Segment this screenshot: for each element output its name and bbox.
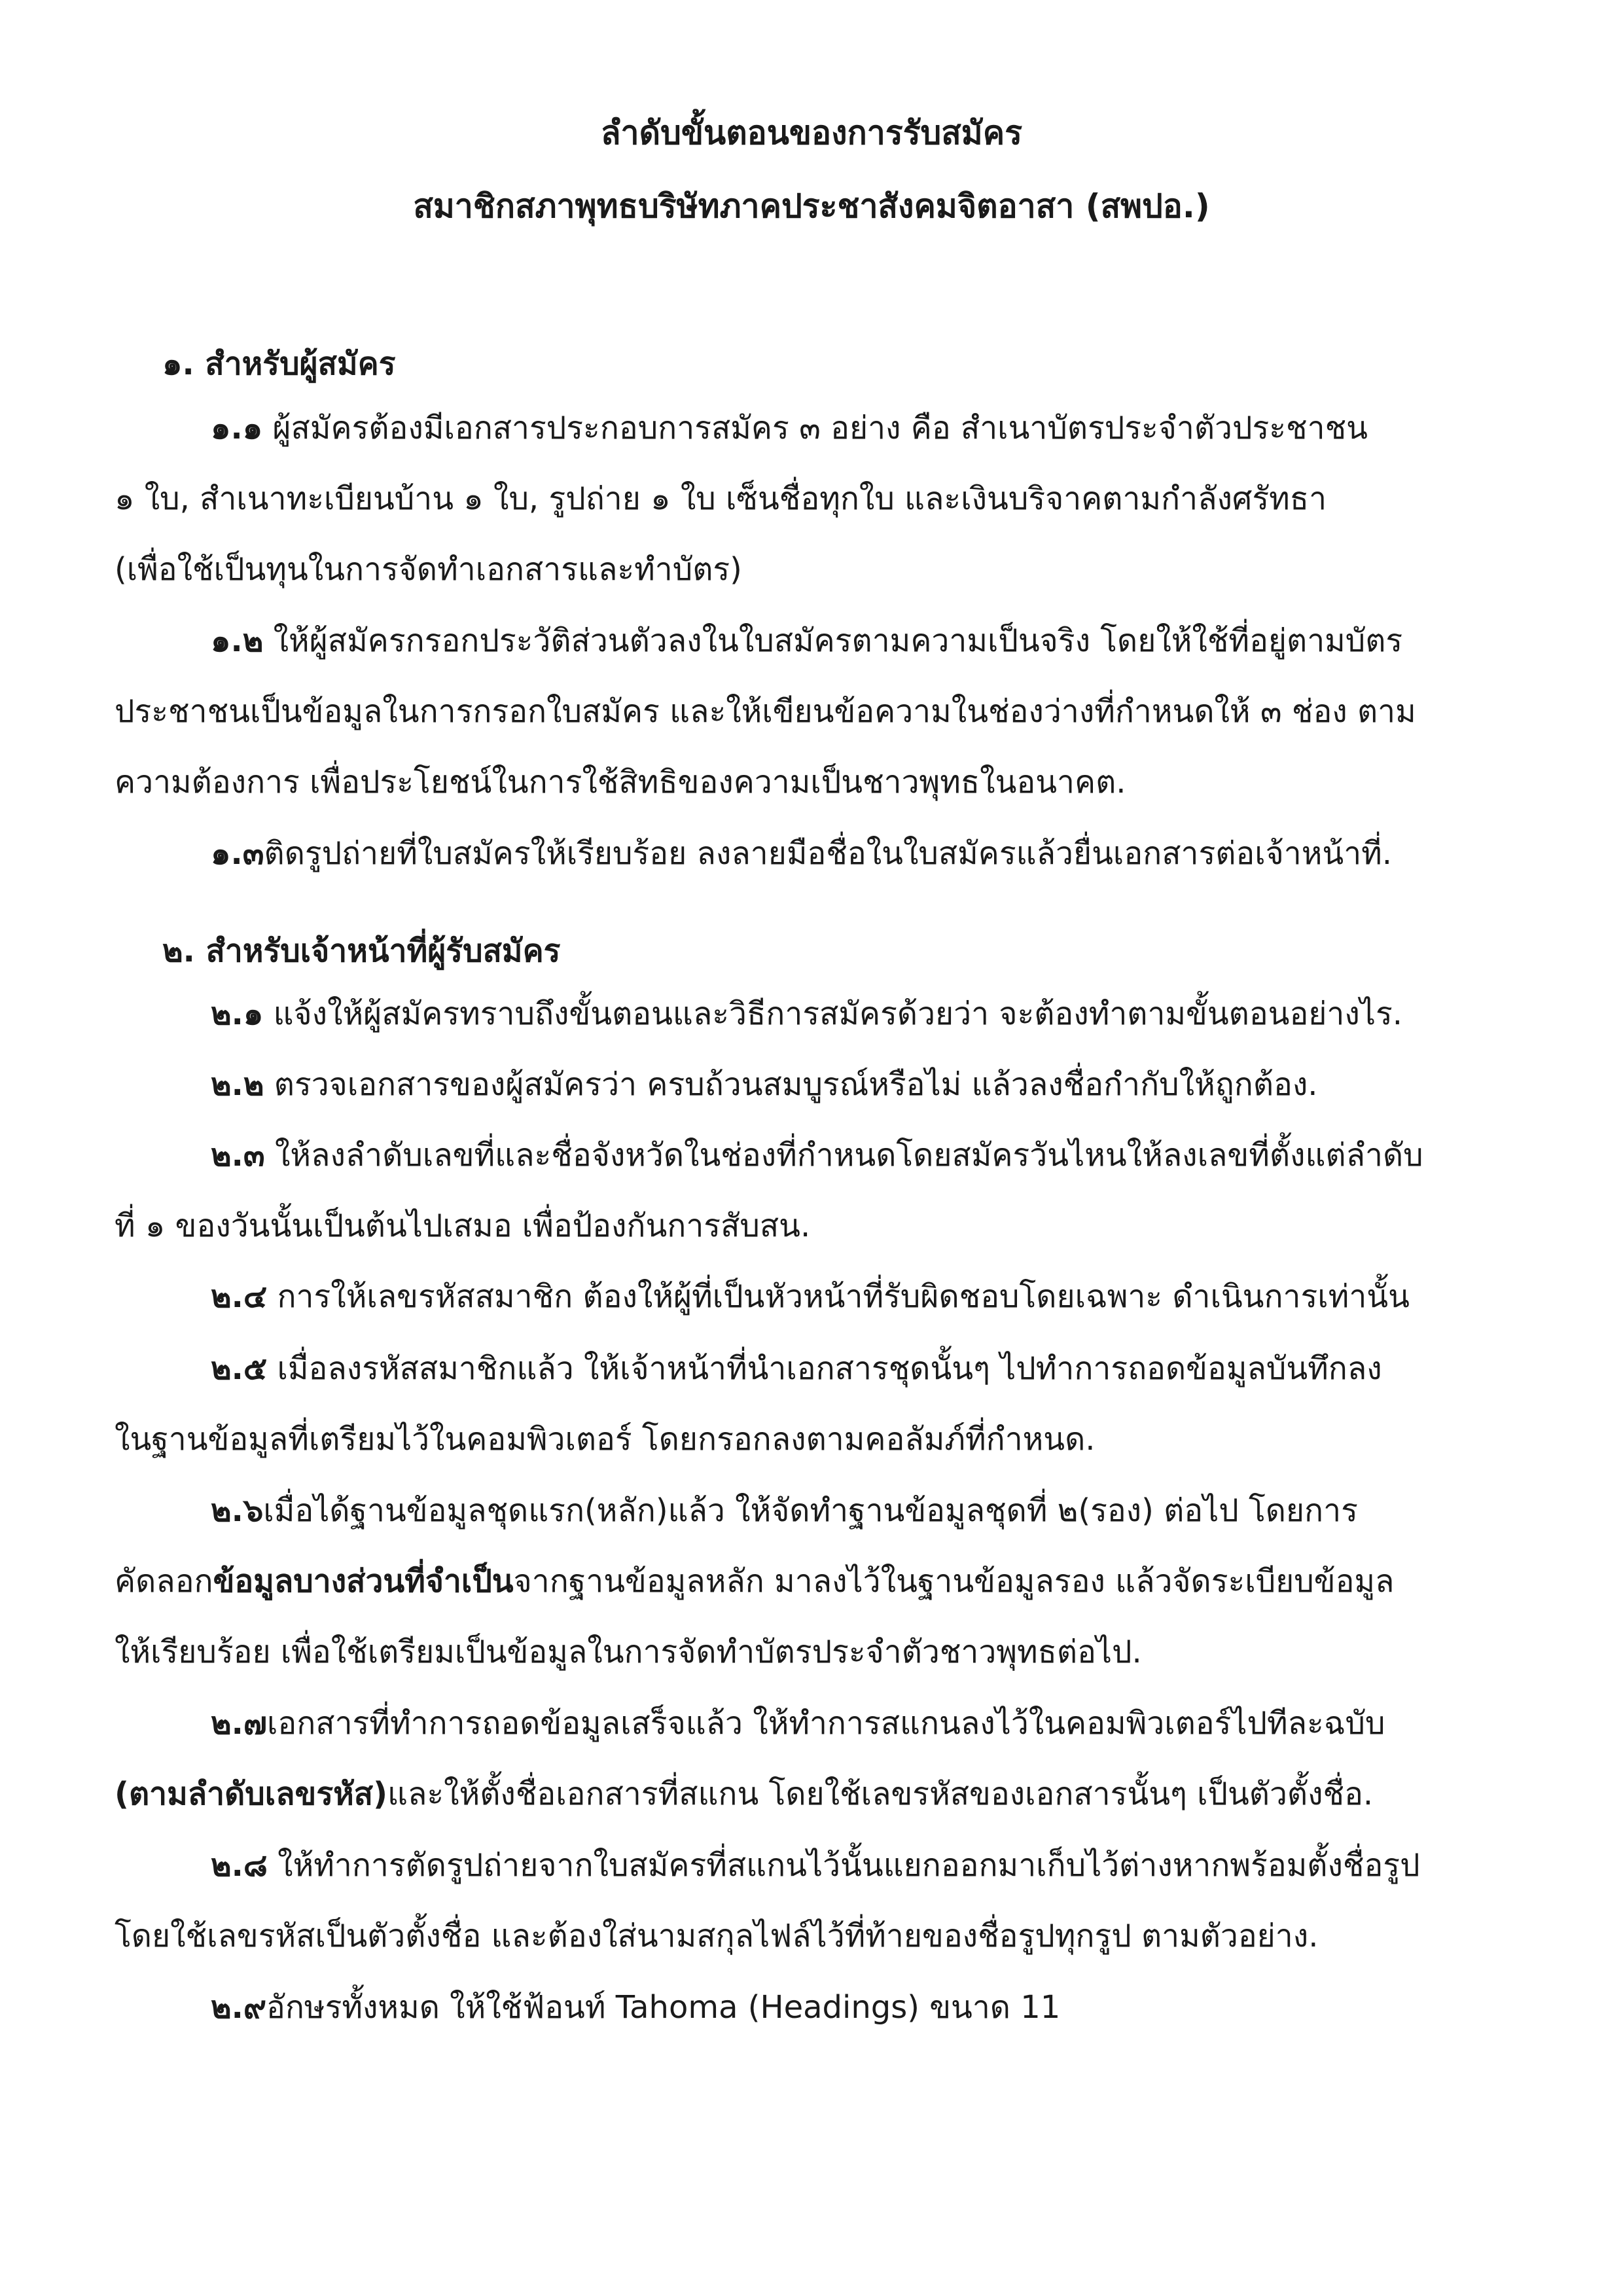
item-number: ๑.๓ <box>211 835 264 872</box>
item-text: การให้เลขรหัสสมาชิก ต้องให้ผู้ที่เป็นหัวหน้าที่รับผิดชอบโดยเฉพาะ ดำเนินการเท่านั้น <box>267 1278 1410 1315</box>
paragraph-1-1-line-1 <box>211 412 1368 444</box>
emphasis-text: (ตามลำดับเลขรหัส) <box>115 1776 387 1812</box>
item-number: ๒.๗ <box>211 1705 267 1742</box>
item-text: ผู้สมัครต้องมีเอกสารประกอบการสมัคร ๓ อย่าง คือ สำเนาบัตรประจำตัวประชาชน <box>262 410 1368 446</box>
item-number: ๒.๘ <box>211 1847 268 1884</box>
item-number: ๑.๑ <box>211 410 263 446</box>
paragraph-1-1-line-3: (เพื่อใช้เป็นทุนในการจัดทำเอกสารและทำบัตร) <box>115 551 742 588</box>
paragraph-2-6-line-1 <box>211 1492 1358 1529</box>
item-text: แจ้งให้ผู้สมัครทราบถึงขั้นตอนและวิธีการสมัครด้วยว่า จะต้องทำตามขั้นตอนอย่างไร. <box>263 996 1402 1032</box>
section-1-heading: ๑. สำหรับผู้สมัคร <box>162 346 396 382</box>
item-text: ให้ทำการตัดรูปถ่ายจากใบสมัครที่สแกนไว้นั้นแยกออกมาเก็บไว้ต่างหากพร้อมตั้งชื่อรูป <box>267 1847 1420 1884</box>
item-text: ให้ผู้สมัครกรอกประวัติส่วนตัวลงในใบสมัครตามความเป็นจริง โดยให้ใช้ที่อยู่ตามบัตร <box>263 622 1403 659</box>
paragraph-1-2-line-2: ประชาชนเป็นข้อมูลในการกรอกใบสมัคร และให้เขียนข้อความในช่องว่างที่กำหนดให้ ๓ ช่อง ตาม <box>115 693 1416 730</box>
paragraph-2-7-line-2 <box>115 1778 1373 1810</box>
item-text: ให้ลงลำดับเลขที่และชื่อจังหวัดในช่องที่กำหนดโดยสมัครวันไหนให้ลงเลขที่ตั้งแต่ลำดับ <box>264 1137 1423 1174</box>
item-number: ๒.๙ <box>211 1989 267 2026</box>
paragraph-2-8-line-1 <box>211 1847 1420 1884</box>
item-text: เมื่อได้ฐานข้อมูลชุดแรก(หลัก)แล้ว ให้จัดทำฐานข้อมูลชุดที่ ๒(รอง) ต่อไป โดยการ <box>263 1492 1358 1529</box>
paragraph-2-6-line-3: ให้เรียบร้อย เพื่อใช้เตรียมเป็นข้อมูลในการจัดทำบัตรประจำตัวชาวพุทธต่อไป. <box>115 1634 1142 1670</box>
item-text: ตรวจเอกสารของผู้สมัครว่า ครบถ้วนสมบูรณ์หรือไม่ แล้วลงชื่อกำกับให้ถูกต้อง. <box>264 1066 1318 1103</box>
paragraph-1-2-line-1 <box>211 622 1403 659</box>
paragraph-2-9-line-1 <box>211 1989 1061 2026</box>
item-text: จากฐานข้อมูลหลัก มาลงไว้ในฐานข้อมูลรอง แล้วจัดระเบียบข้อมูล <box>513 1563 1395 1600</box>
document-title-line-2: สมาชิกสภาพุทธบริษัทภาคประชาสังคมจิตอาสา (สพปอ.) <box>413 187 1210 225</box>
paragraph-2-1-line-1 <box>211 998 1402 1030</box>
paragraph-2-5-line-2: ในฐานข้อมูลที่เตรียมไว้ในคอมพิวเตอร์ โดยกรอกลงตามคอลัมภ์ที่กำหนด. <box>115 1421 1096 1458</box>
document-title-line-1: ลำดับขั้นตอนของการรับสมัคร <box>600 114 1023 152</box>
item-text: เอกสารที่ทำการถอดข้อมูลเสร็จแล้ว ให้ทำการสแกนลงไว้ในคอมพิวเตอร์ไปทีละฉบับ <box>266 1705 1385 1742</box>
item-number: ๒.๑ <box>211 996 264 1032</box>
item-number: ๒.๓ <box>211 1137 265 1174</box>
paragraph-2-5-line-1 <box>211 1350 1382 1387</box>
item-text: อักษรทั้งหมด ให้ใช้ฟ้อนท์ Tahoma (Headings) ขนาด 11 <box>266 1989 1061 2026</box>
paragraph-2-4-line-1 <box>211 1278 1410 1315</box>
paragraph-1-1-line-2: ๑ ใบ, สำเนาทะเบียนบ้าน ๑ ใบ, รูปถ่าย ๑ ใบ เซ็นชื่อทุกใบ และเงินบริจาคตามกำลังศรัทธา <box>115 480 1327 517</box>
item-text: ติดรูปถ่ายที่ใบสมัครให้เรียบร้อย ลงลายมือชื่อในใบสมัครแล้วยื่นเอกสารต่อเจ้าหน้าที่. <box>264 835 1393 872</box>
section-2-heading: ๒. สำหรับเจ้าหน้าที่ผู้รับสมัคร <box>162 933 561 969</box>
paragraph-2-8-line-2: โดยใช้เลขรหัสเป็นตัวตั้งชื่อ และต้องใส่นามสกุลไฟล์ไว้ที่ท้ายของชื่อรูปทุกรูป ตามตัวอย่าง. <box>115 1918 1319 1954</box>
item-number: ๒.๖ <box>211 1492 264 1529</box>
item-number: ๒.๕ <box>211 1350 268 1387</box>
paragraph-2-2-line-1 <box>211 1066 1318 1103</box>
paragraph-2-6-line-2 <box>115 1563 1395 1600</box>
item-text: และให้ตั้งชื่อเอกสารที่สแกน โดยใช้เลขรหัสของเอกสารนั้นๆ เป็นตัวตั้งชื่อ. <box>387 1776 1374 1812</box>
item-number: ๑.๒ <box>211 622 264 659</box>
paragraph-2-3-line-2: ที่ ๑ ของวันนั้นเป็นต้นไปเสมอ เพื่อป้องกันการสับสน. <box>115 1208 811 1244</box>
paragraph-2-3-line-1 <box>211 1137 1423 1174</box>
paragraph-2-7-line-1 <box>211 1705 1385 1742</box>
item-number: ๒.๔ <box>211 1278 268 1315</box>
paragraph-1-3-line-1 <box>211 835 1393 872</box>
emphasis-text: ข้อมูลบางส่วนที่จำเป็น <box>213 1563 514 1600</box>
item-number: ๒.๒ <box>211 1066 264 1103</box>
item-text: เมื่อลงรหัสสมาชิกแล้ว ให้เจ้าหน้าที่นำเอกสารชุดนั้นๆ ไปทำการถอดข้อมูลบันทึกลง <box>267 1350 1382 1387</box>
paragraph-1-2-line-3: ความต้องการ เพื่อประโยชน์ในการใช้สิทธิของความเป็นชาวพุทธในอนาคต. <box>115 764 1126 800</box>
item-text: คัดลอก <box>115 1563 213 1600</box>
